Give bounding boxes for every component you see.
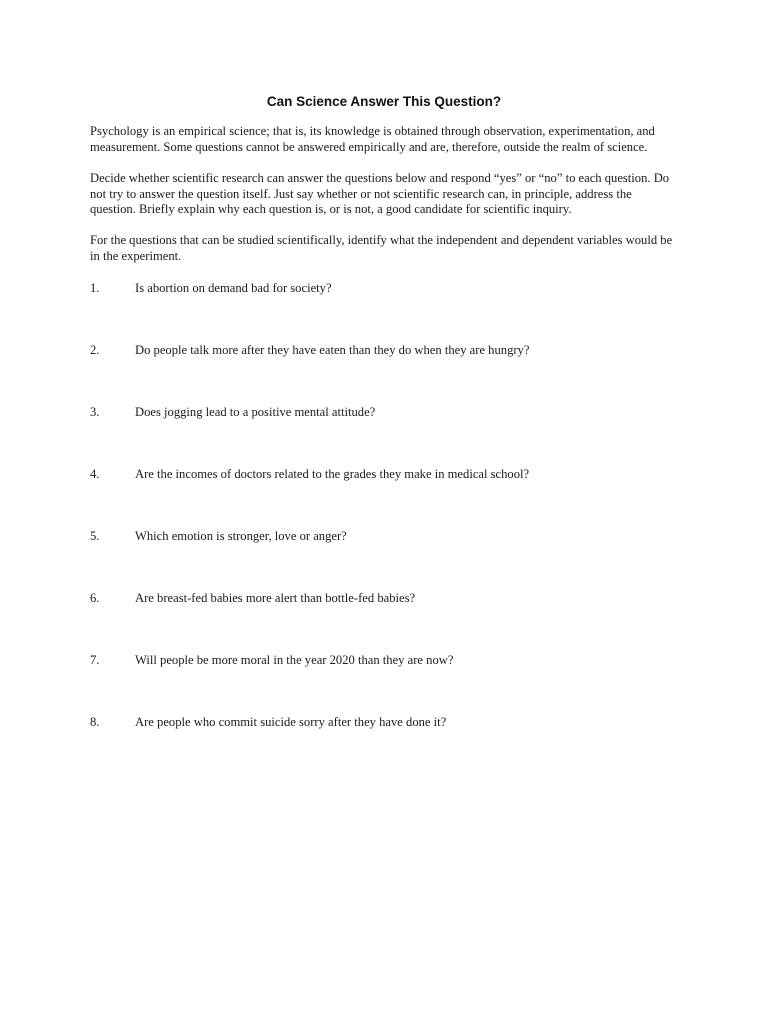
question-text: Is abortion on demand bad for society? [135, 281, 332, 295]
question-item-8 [90, 714, 690, 730]
question-text: Does jogging lead to a positive mental attitude? [135, 405, 376, 419]
instructions-paragraph: Decide whether scientific research can answer the questions below and respond “yes” or “no” to each question. Do not try to answer the question itself. Just say whether or not scientific research can, in principle, address the question. Briefly explain why each question is, or is not, a good candidate for scientific inquiry. [90, 171, 670, 217]
question-number: 8. [90, 715, 100, 729]
question-text: Which emotion is stronger, love or anger? [135, 529, 347, 543]
question-item-2 [90, 342, 690, 358]
question-number: 7. [90, 653, 100, 667]
page-title: Can Science Answer This Question? [266, 94, 502, 109]
question-text: Are people who commit suicide sorry after they have done it? [135, 715, 447, 729]
question-number: 5. [90, 529, 100, 543]
question-number: 2. [90, 343, 100, 357]
question-number: 3. [90, 405, 100, 419]
question-text: Are the incomes of doctors related to the grades they make in medical school? [135, 467, 530, 481]
variables-paragraph: For the questions that can be studied scientifically, identify what the independent and dependent variables would be in the experiment. [90, 233, 673, 263]
question-item-1 [90, 280, 690, 296]
question-item-3 [90, 404, 690, 420]
intro-paragraph: Psychology is an empirical science; that is, its knowledge is obtained through observation, experimentation, and measurement. Some questions cannot be answered empirically and are, therefore, outside the realm of science. [90, 124, 655, 154]
question-number: 4. [90, 467, 100, 481]
question-item-5 [90, 528, 690, 544]
question-number: 1. [90, 281, 100, 295]
question-text: Do people talk more after they have eaten than they do when they are hungry? [135, 343, 530, 357]
question-item-7 [90, 652, 690, 668]
question-item-4 [90, 466, 690, 482]
question-number: 6. [90, 591, 100, 605]
question-item-6 [90, 590, 690, 606]
question-text: Are breast-fed babies more alert than bottle-fed babies? [135, 591, 416, 605]
question-text: Will people be more moral in the year 2020 than they are now? [135, 653, 454, 667]
